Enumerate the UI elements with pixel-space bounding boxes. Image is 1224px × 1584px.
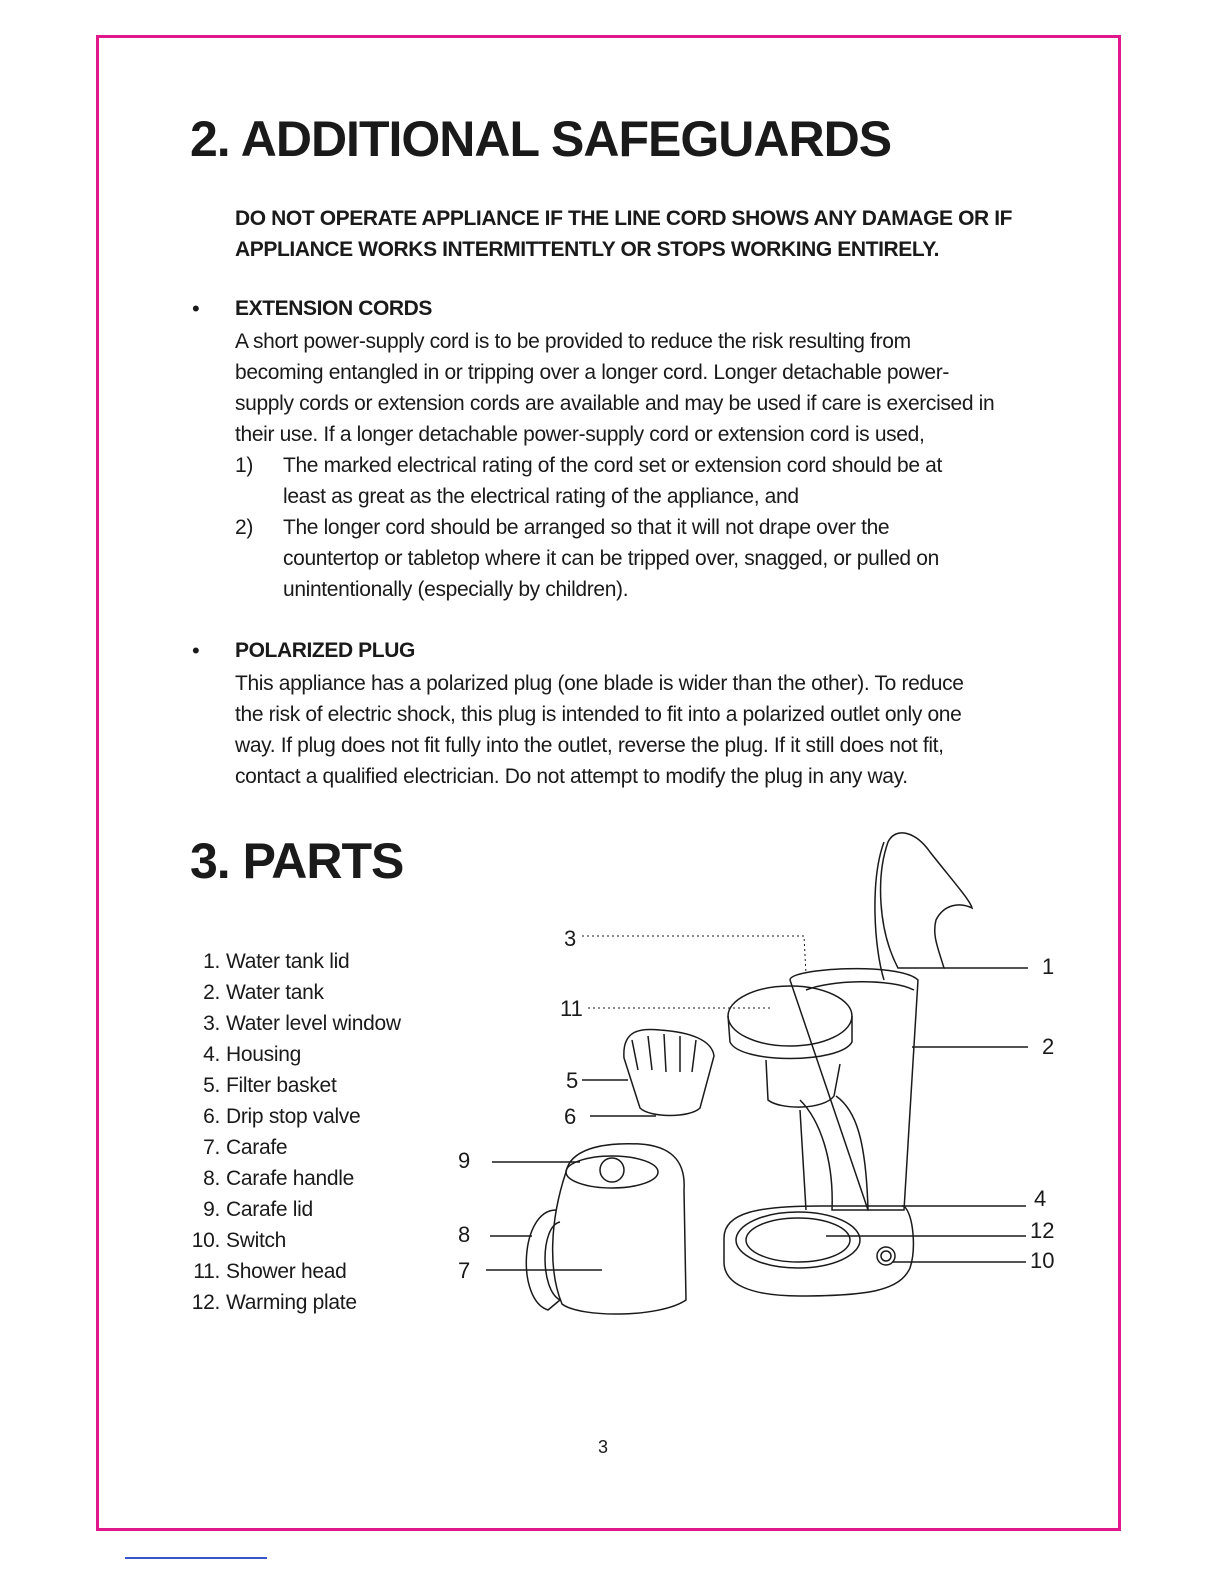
item-line: The longer cord should be arranged so that it will not drape over the [283, 516, 890, 539]
callout-10: 10 [1030, 1248, 1055, 1273]
callout-7: 7 [458, 1258, 471, 1283]
bullet-polarized: • [192, 638, 200, 663]
callout-11: 11 [560, 996, 583, 1021]
part-item: 6. Drip stop valve [203, 1105, 361, 1128]
item-text [283, 450, 1003, 512]
callout-3: 3 [564, 926, 577, 951]
parts-list [186, 946, 401, 1318]
polarized-plug-heading: POLARIZED PLUG [235, 639, 415, 662]
extension-line: A short power-supply cord is to be provided to reduce the risk resulting from [235, 330, 911, 353]
part-item: 1. Water tank lid [203, 950, 350, 973]
carafe-drawing [553, 1144, 686, 1314]
part-item: 4. Housing [203, 1043, 301, 1066]
part-item: 8. Carafe handle [203, 1167, 355, 1190]
bullet-extension: • [192, 296, 200, 321]
callout-1: 1 [1042, 954, 1055, 979]
shower-head-drawing [728, 986, 852, 1046]
item-line: countertop or tabletop where it can be tripped over, snagged, or pulled on [283, 547, 939, 570]
parts-title: 3. PARTS [190, 833, 404, 889]
footer-rule [125, 1557, 267, 1559]
polarized-line: contact a qualified electrician. Do not attempt to modify the plug in any way. [235, 765, 908, 788]
part-item: 2. Water tank [203, 981, 324, 1004]
item-line: least as great as the electrical rating of the appliance, and [283, 485, 799, 508]
polarized-line: way. If plug does not fit fully into the outlet, reverse the plug. If it still does not fit, [235, 734, 944, 757]
filter-basket-drawing [624, 1029, 714, 1115]
callout-12: 12 [1030, 1218, 1055, 1243]
item-line: unintentionally (especially by children). [283, 578, 629, 601]
callout-6: 6 [564, 1104, 577, 1129]
item-number: 1) [235, 454, 253, 477]
item-text [283, 512, 1003, 605]
part-item: 5. Filter basket [203, 1074, 337, 1097]
part-item: 10. Switch [191, 1229, 287, 1252]
polarized-line: This appliance has a polarized plug (one blade is wider than the other). To reduce [235, 672, 964, 695]
polarized-line: the risk of electric shock, this plug is intended to fit into a polarized outlet only one [235, 703, 962, 726]
part-item: 11. Shower head [193, 1260, 347, 1283]
part-item: 9. Carafe lid [203, 1198, 313, 1221]
coffee-maker-diagram [440, 830, 1100, 1330]
callout-5: 5 [566, 1068, 579, 1093]
callout-4: 4 [1034, 1186, 1047, 1211]
polarized-plug-paragraph [235, 668, 1035, 792]
extension-line: supply cords or extension cords are available and may be used if care is exercised in [235, 392, 995, 415]
callout-8: 8 [458, 1222, 471, 1247]
water-tank-drawing [790, 969, 918, 1210]
extension-line: becoming entangled in or tripping over a longer cord. Longer detachable power- [235, 361, 950, 384]
page-number: 3 [598, 1437, 609, 1457]
part-item: 7. Carafe [203, 1136, 288, 1159]
cord-warning [235, 203, 1055, 265]
item-number: 2) [235, 516, 253, 539]
carafe-handle-drawing [526, 1210, 560, 1310]
extension-line: their use. If a longer detachable power-supply cord or extension cord is used, [235, 423, 925, 446]
extension-cords-heading: EXTENSION CORDS [235, 297, 433, 320]
callout-2: 2 [1042, 1034, 1055, 1059]
cord-warning-line-2: APPLIANCE WORKS INTERMITTENTLY OR STOPS WORKING ENTIRELY. [235, 238, 940, 261]
item-line: The marked electrical rating of the cord set or extension cord should be at [283, 454, 942, 477]
carafe-lid-drawing [566, 1156, 658, 1188]
warming-plate-drawing [736, 1212, 860, 1268]
cord-warning-line-1: DO NOT OPERATE APPLIANCE IF THE LINE CORD SHOWS ANY DAMAGE OR IF [235, 207, 1013, 230]
housing-drawing [800, 1096, 868, 1210]
part-item: 3. Water level window [203, 1012, 401, 1035]
safeguards-title: 2. ADDITIONAL SAFEGUARDS [190, 111, 892, 167]
water-tank-lid-drawing [881, 833, 972, 968]
part-item: 12. Warming plate [191, 1291, 357, 1314]
callout-9: 9 [458, 1148, 471, 1173]
extension-cords-paragraph [235, 326, 1035, 450]
